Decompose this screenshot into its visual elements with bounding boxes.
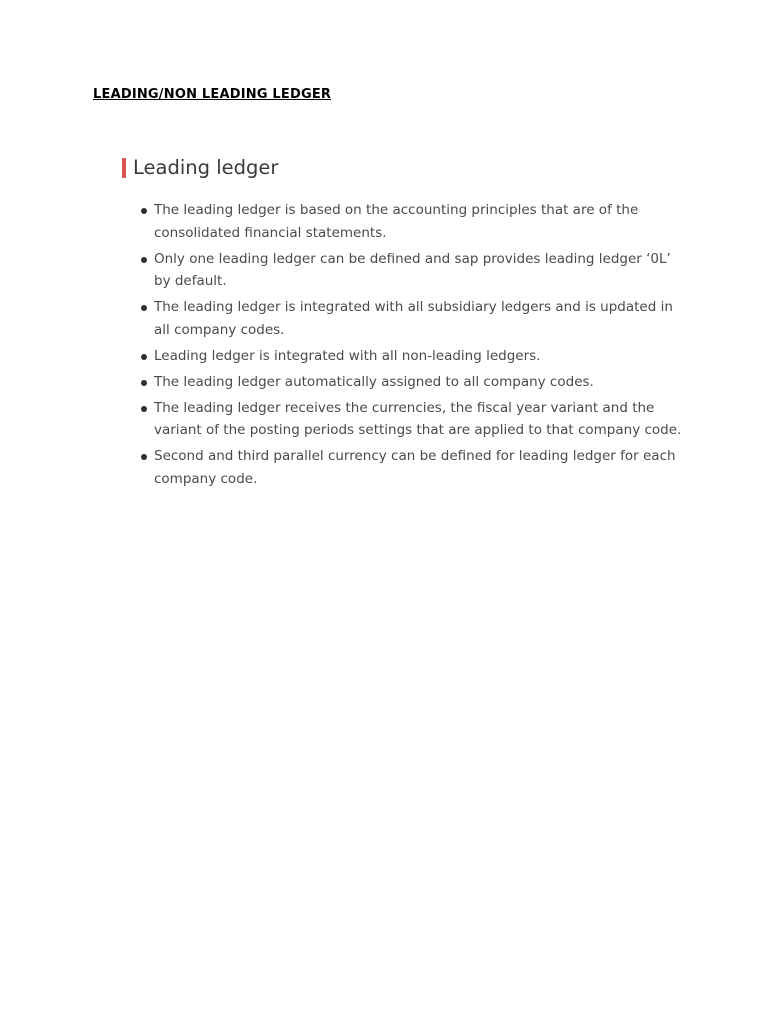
list-item-text: The leading ledger receives the currencies, the fiscal year variant and the variant of the posting periods settings that are applied to that company code.: [154, 399, 682, 438]
list-item: [122, 296, 682, 341]
bullet-icon: [141, 380, 147, 386]
list-item-text: Only one leading ledger can be defined and sap provides leading ledger ‘0L’ by default.: [154, 250, 671, 289]
bullet-icon: [141, 406, 147, 412]
list-item: [122, 248, 682, 293]
list-item-text: The leading ledger is based on the accounting principles that are of the consolidated financial statements.: [154, 202, 639, 241]
list-item-text: The leading ledger is integrated with all subsidiary ledgers and is updated in all company codes.: [154, 299, 673, 338]
section-heading: [122, 154, 682, 182]
list-item: [122, 397, 682, 442]
bullet-list: [122, 199, 682, 490]
list-item: [122, 371, 682, 394]
list-item-text: Second and third parallel currency can be defined for leading ledger for each company code.: [154, 448, 676, 487]
list-item-text: Leading ledger is integrated with all non-leading ledgers.: [154, 347, 541, 364]
list-item: [122, 199, 682, 244]
bullet-icon: [141, 257, 147, 263]
leading-ledger-section: [122, 154, 682, 494]
bullet-icon: [141, 354, 147, 360]
heading-accent-bar: [122, 158, 126, 178]
list-item-text: The leading ledger automatically assigned to all company codes.: [154, 373, 594, 390]
bullet-icon: [141, 305, 147, 311]
section-heading-text: Leading ledger: [133, 156, 279, 179]
list-item: [122, 445, 682, 490]
bullet-icon: [141, 208, 147, 214]
page-title: LEADING/NON LEADING LEDGER: [93, 87, 332, 102]
list-item: [122, 345, 682, 368]
bullet-icon: [141, 454, 147, 460]
